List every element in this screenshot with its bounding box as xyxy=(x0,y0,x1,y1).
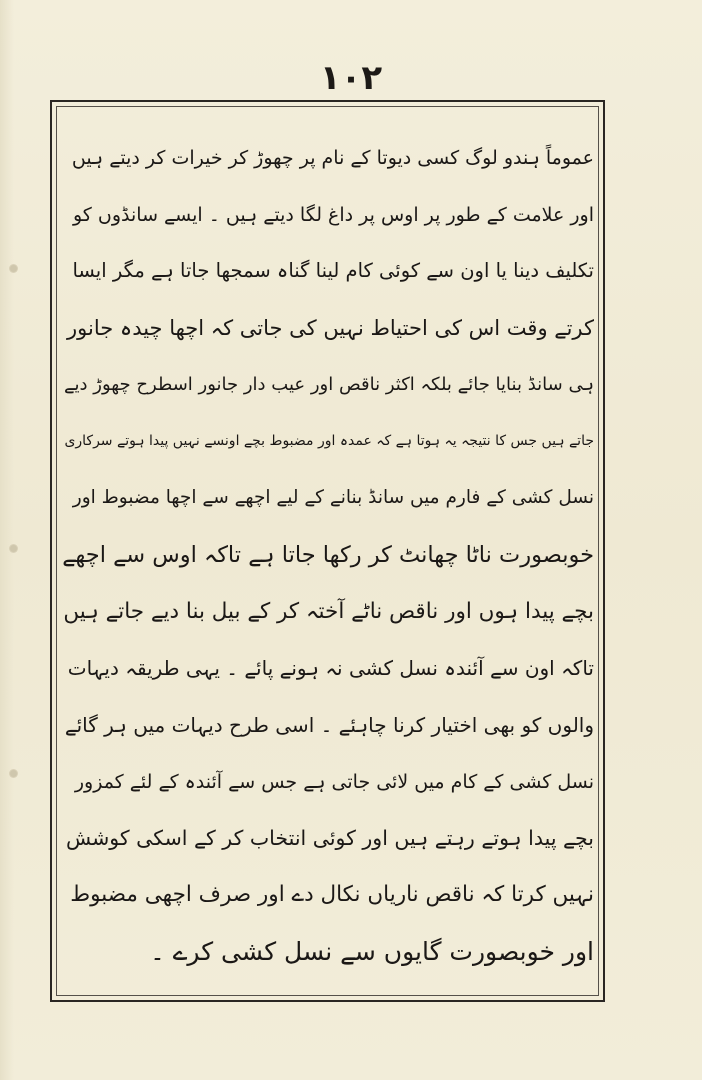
text-line: نسل کشی کے کام میں لائی جاتی ہے جس سے آئندہ کے لئے کمزور xyxy=(74,770,594,793)
text-line: تاکہ اون سے آئندہ نسل کشی نہ ہونے پائے ۔ یہی طریقہ دیہات xyxy=(67,656,594,681)
text-line: نسل کشی کے فارم میں سانڈ بنانے کے لیے اچھے سے اچھا مضبوط اور xyxy=(72,487,594,509)
binding-hole xyxy=(10,545,17,552)
text-line: والوں کو بھی اختیار کرنا چاہئے ۔ اسی طرح دیہات میں ہر گائے xyxy=(64,712,594,737)
text-line: تکلیف دینا یا اون سے کوئی کام لینا گناہ سمجھا جاتا ہے مگر ایسا xyxy=(72,259,594,283)
text-line: بچے پیدا ہوں اور ناقص ناٹے آختہ کر کے بیل بنا دیے جاتے ہیں xyxy=(63,598,594,624)
text-line: اور خوبصورت گایوں سے نسل کشی کرے ۔ xyxy=(150,936,594,966)
page-number: ۱۰۲ xyxy=(319,58,383,98)
binding-hole xyxy=(10,770,17,777)
body-text xyxy=(62,130,594,980)
text-line: نہیں کرتا کہ ناقص ناریاں نکال دے اور صرف اچھی مضبوط xyxy=(70,881,594,907)
binding-hole xyxy=(10,265,17,272)
text-line: بچے پیدا ہوتے رہتے ہیں اور کوئی انتخاب کر کے اسکی کوشش xyxy=(66,826,594,851)
text-line: کرتے وقت اس کی احتیاط نہیں کی جاتی کہ اچھا چیدہ جانور xyxy=(67,316,594,341)
text-line: خوبصورت ناٹا چھانٹ کر رکھا جاتا ہے تاکہ اوس سے اچھے xyxy=(62,541,594,568)
text-line: اور علامت کے طور پر اوس پر داغ لگا دیتے ہیں ۔ ایسے سانڈوں کو xyxy=(72,203,594,226)
text-line: ہی سانڈ بنایا جائے بلکہ اکثر ناقص اور عیب دار جانور اسطرح چھوڑ دیے xyxy=(63,373,594,395)
text-line: عموماً ہندو لوگ کسی دیوتا کے نام پر چھوڑ کر خیرات کر دیتے ہیں xyxy=(71,147,594,169)
text-line: جاتے ہیں جس کا نتیجہ یہ ہوتا ہے کہ عمدہ اور مضبوط بچے اونسے نہیں پیدا ہوتے سرکاری xyxy=(64,433,594,450)
page-edge xyxy=(0,0,14,1080)
